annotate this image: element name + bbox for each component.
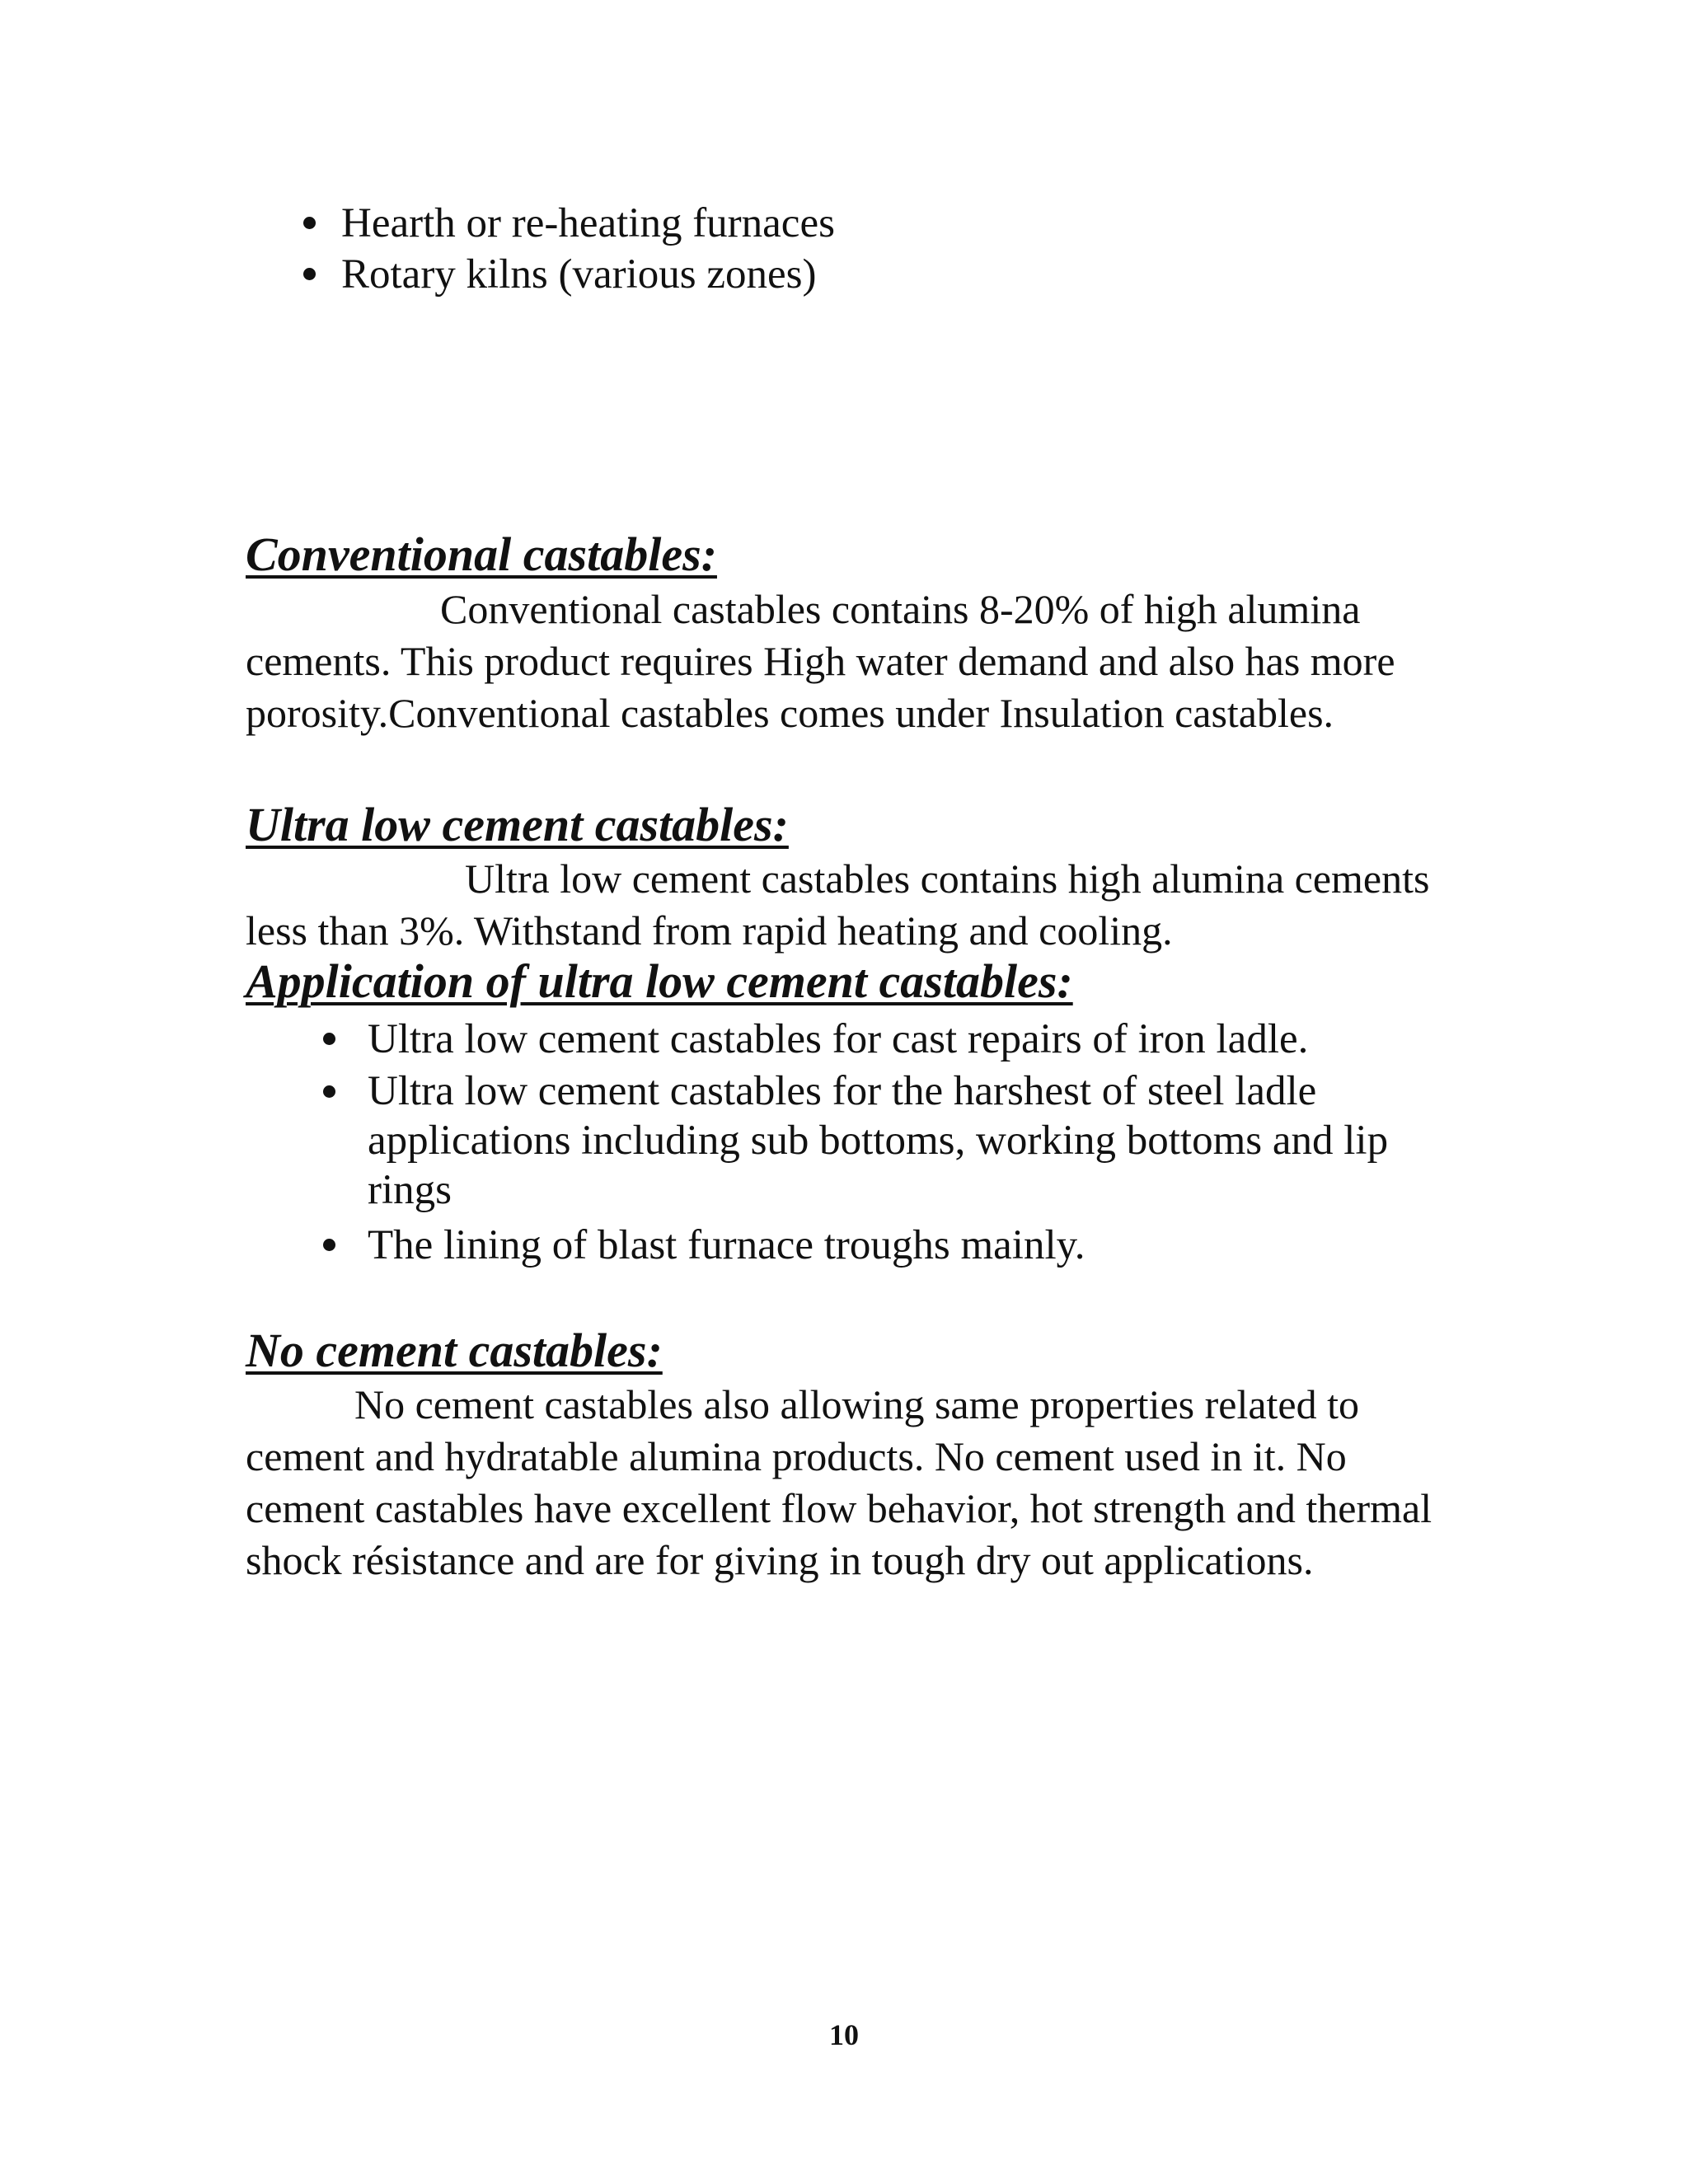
list-item-text: Ultra low cement castables for the harshest of steel ladle [368,1068,1317,1114]
application-list [320,1014,1515,1271]
page-number: 10 [829,2018,859,2051]
ultra-low-heading: Ultra low cement castables: [246,798,789,851]
bullet-icon [323,1033,335,1045]
paragraph-line: porosity.Conventional castables comes under Insulation castables. [246,690,1334,736]
bullet-icon [303,268,316,280]
list-item [300,249,1454,300]
list-item [300,198,1454,249]
paragraph-line: Conventional castables contains 8-20% of high alumina [440,586,1361,632]
application-heading: Application of ultra low cement castables: [246,954,1073,1008]
list-item-text: Hearth or re-heating furnaces [341,200,835,246]
bullet-icon [323,1085,335,1098]
ultra-low-paragraph [246,853,1498,957]
conventional-heading: Conventional castables: [246,527,717,581]
list-item [320,1014,1515,1065]
paragraph-line: less than 3%. Withstand from rapid heating and cooling. [246,907,1173,954]
paragraph-line: cements. This product requires High water demand and also has more [246,638,1395,684]
paragraph-line: No cement castables also allowing same properties related to [354,1381,1360,1427]
paragraph-line: cement and hydratable alumina products. No cement used in it. No [246,1433,1347,1479]
list-item [320,1066,1515,1215]
furnace-list [300,198,1454,300]
conventional-paragraph [246,583,1498,739]
list-item-text: Rotary kilns (various zones) [341,251,817,298]
paragraph-line: shock résistance and are for giving in tough dry out applications. [246,1537,1314,1583]
paragraph-line: cement castables have excellent flow behavior, hot strength and thermal [246,1485,1432,1531]
no-cement-paragraph [246,1379,1498,1586]
list-item [320,1220,1515,1271]
list-item-text: applications including sub bottoms, working bottoms and lip [368,1118,1389,1164]
list-item-text: Ultra low cement castables for cast repairs of iron ladle. [368,1016,1309,1062]
list-item-text: rings [368,1167,452,1213]
list-item-text: The lining of blast furnace troughs mainly. [368,1222,1085,1268]
bullet-icon [323,1239,335,1251]
paragraph-line: Ultra low cement castables contains high alumina cements [465,855,1430,902]
no-cement-heading: No cement castables: [246,1324,663,1377]
bullet-icon [303,217,316,229]
